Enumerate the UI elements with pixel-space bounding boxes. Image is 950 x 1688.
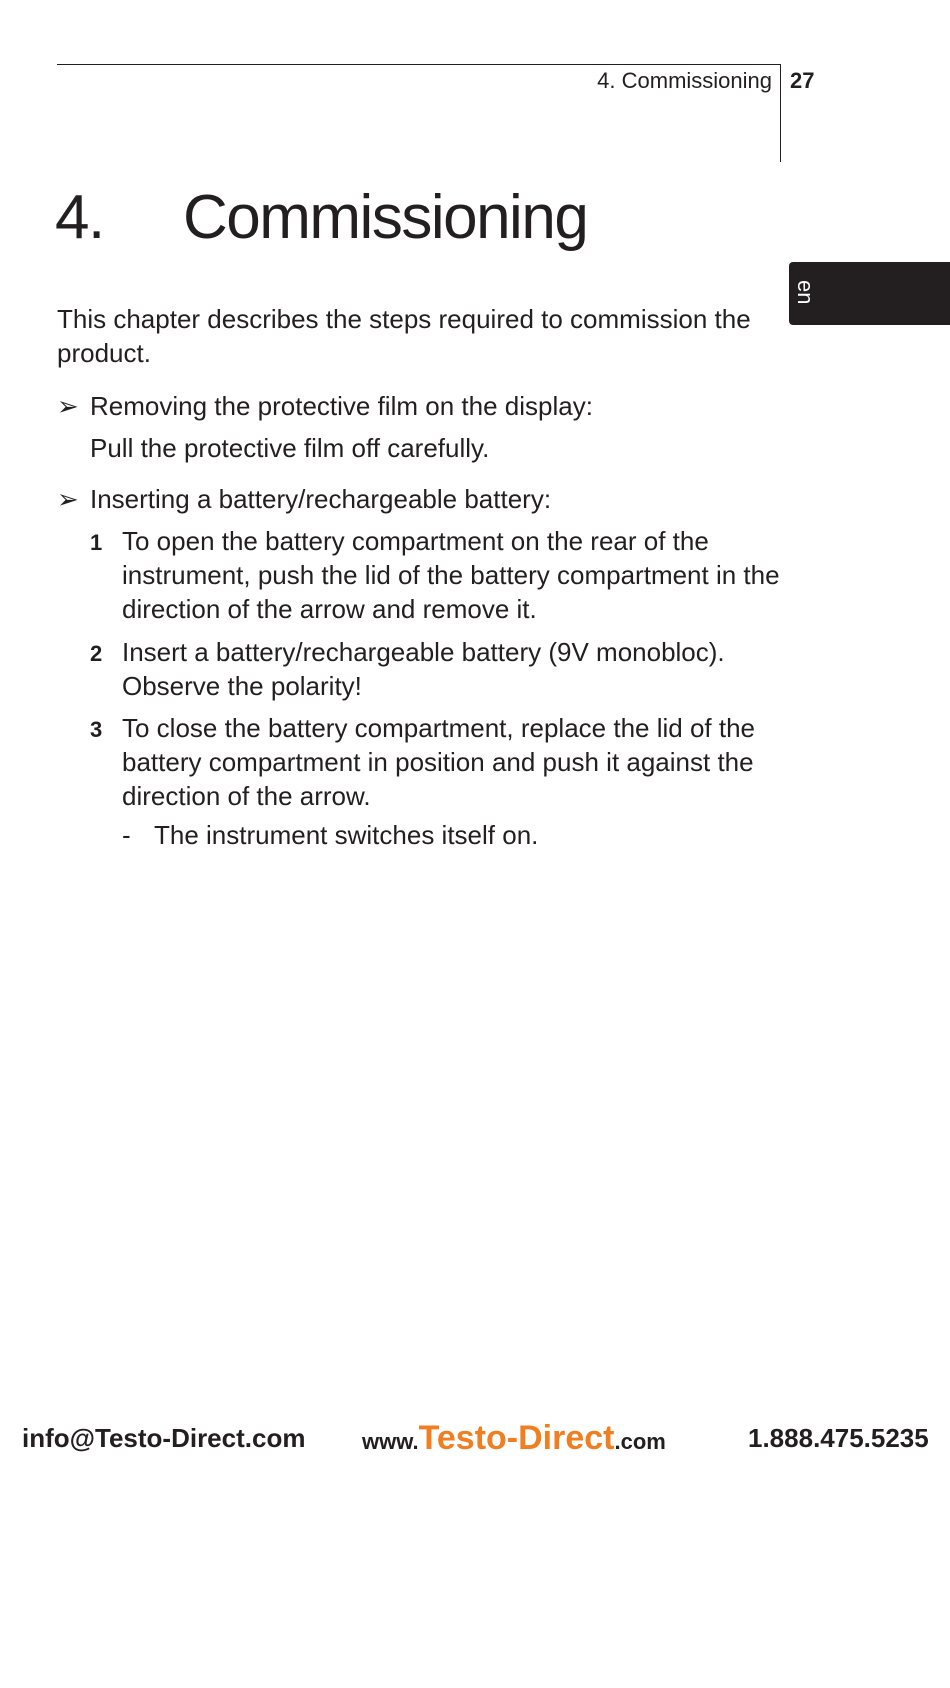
footer-web-brand: Testo-Direct (418, 1419, 615, 1457)
step-text: Insert a battery/rechargeable battery (9V monobloc). Observe the polarity! (122, 637, 725, 701)
step-text: To open the battery compartment on the rear of the instrument, push the lid of the battery compartment in the direction of the arrow and remove it. (122, 526, 780, 624)
step-number: 3 (90, 717, 103, 742)
footer-website (362, 1418, 666, 1462)
result-dash: - (122, 820, 131, 850)
action-item (57, 389, 757, 423)
intro-paragraph: This chapter describes the steps required to commission the product. (57, 304, 751, 368)
action-detail: Pull the protective film off carefully. (90, 433, 490, 463)
step-number: 2 (90, 641, 103, 666)
action-label: Inserting a battery/rechargeable battery: (90, 484, 552, 514)
step-text: To close the battery compartment, replace the lid of the battery compartment in position and push it against the direction of the arrow. (122, 713, 756, 811)
footer-email: info@Testo-Direct.com (22, 1423, 306, 1453)
action-label: Removing the protective film on the display: (90, 391, 593, 421)
footer-phone: 1.888.475.5235 (748, 1423, 929, 1453)
result-text: The instrument switches itself on. (154, 820, 539, 850)
action-arrow-icon: ➢ (57, 391, 79, 421)
language-tab (789, 262, 950, 325)
step-number: 1 (90, 530, 103, 555)
footer-web-suffix: .com (614, 1429, 666, 1454)
action-item (57, 482, 757, 516)
header-vertical-rule (780, 64, 781, 162)
language-tab-label: en (793, 280, 818, 305)
chapter-title-text: Commissioning (183, 183, 588, 252)
chapter-title (55, 178, 587, 258)
action-arrow-icon: ➢ (57, 484, 79, 514)
running-head: 4. Commissioning (597, 68, 772, 93)
header-rule (57, 64, 781, 65)
page-number: 27 (790, 68, 815, 93)
chapter-number: 4. (55, 183, 104, 252)
footer-web-prefix: www. (362, 1429, 419, 1454)
result-item (122, 818, 538, 852)
